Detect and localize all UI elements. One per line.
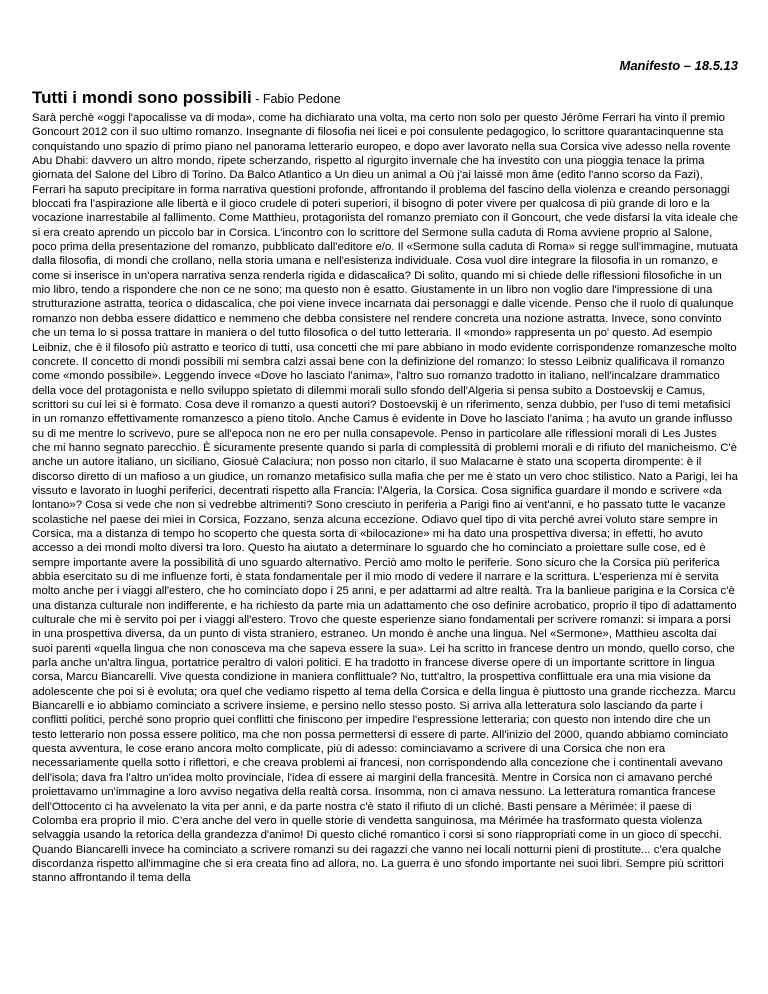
source-line: Manifesto – 18.5.13	[619, 58, 738, 73]
article-body: Sarà perchè «oggi l'apocalisse va di moda», come ha dichiarato una volta, ma certo non solo per questo Jérôme Ferrari ha vinto il premio Goncourt 2012 con il suo ultimo romanzo. Insegnante di filosofia nei licei e poi consulente pedagogico, lo scrittore quarantacinquenne sta conquistando uno spazio di primo piano nel panorama letterario europeo, e dopo aver lavorato nella sua Corsica vive adesso nella rovente Abu Dhabi: davvero un altro mondo, ripete scherzando, rispetto al rigurgito invernale che ha investito con una pioggia tenace la prima giornata del Salone del Libro di Torino. Da Balco Atlantico a Un dieu un animal a Où j'ai laissé mon âme (edito l'anno scorso da Fazi), Ferrari ha saputo precipitare in forma narrativa questioni profonde, affrontando il problema del fascino della violenza e creando personaggi bloccati fra l'aspirazione alle libertà e il gioco crudele di poteri superiori, il bisogno di poter vivere per qualcosa di più grande di loro e la vocazione inarrestabile al fallimento. Come Matthieu, protagonista del romanzo premiato con il Goncourt, che vede disfarsi la vita ideale che si era creato aprendo un piccolo bar in Corsica. L'incontro con lo scrittore del Sermone sulla caduta di Roma avviene proprio al Salone, poco prima della presentazione del romanzo, pubblicato dall'editore e/o. Il «Sermone sulla caduta di Roma» si regge sull'immagine, mutuata dalla filosofia, di mondi che crollano, nella storia umana e nell'esistenza individuale. Cosa vuol dire integrare la filosofia in un romanzo, e come si inserisce in un'opera narrativa senza renderla rigida e didascalica? Di solito, quando mi si chiede delle riflessioni filosofiche in un mio libro, tendo a rispondere che non ce ne sono; ma questo non è esatto. Giustamente in un libro non voglio dare l'impressione di una strutturazione astratta, teorica o didascalica, che poi viene invece incarnata dai personaggi e dalle vicende. Penso che il ruolo di qualunque romanzo non debba essere didattico e nemmeno che debba consistere nel rendere concreta una nozione astratta. Invece, sono convinto che un tema lo si possa trattare in maniera o del tutto filosofica o del tutto letteraria. Il «mondo» rappresenta un po' questo. Ad esempio Leibniz, che è il filosofo più astratto e teorico di tutti, usa concetti che mi pare abbiano in modo evidente corrispondenze romanzesche molto concrete. Il concetto di mondi possibili mi sembra calzi assai bene con la definizione del romanzo: lo stesso Leibniz qualificava il romanzo come «mondo possibile». Leggendo invece «Dove ho lasciato l'anima», l'altro suo romanzo tradotto in italiano, nell'incalzare drammatico della voce del protagonista e nello sviluppo spietato di dilemmi morali sullo sfondo dell'Algeria si pensa subito a Dostoevskij e Camus, scrittori su cui lei si è formato. Cosa deve il romanzo a questi autori? Dostoevskij è un riferimento, senza dubbio, per l'uso di temi metafisici in un romanzo effettivamente romanzesco a pieno titolo. Anche Camus è evidente in Dove ho lasciato l'anima ; ha avuto un grande influsso su di me mentre lo scrivevo, pure se all'epoca non ne ero per nulla consapevole. Penso in particolare alle riflessioni morali di Les Justes che mi hanno segnato parecchio. È sicuramente presente quando si parla di complessità di problemi morali e di rifiuto del manicheismo. C'è anche un autore italiano, un siciliano, Giosuè Calaciura; non posso non citarlo, il suo Malacarne è stato una scoperta dirompente: è il discorso diretto di un mafioso a un giudice, un romanzo metafisico sulla mafia che per me è stato un vero choc stilistico. Nato a Parigi, lei ha vissuto e lavorato in luoghi periferici, decentrati rispetto alla Francia: l'Algeria, la Corsica. Cosa significa guardare il mondo e scrivere «da lontano»? Cosa si vede che non si vedrebbe altrimenti? Sono cresciuto in periferia a Parigi fino ai vent'anni, e ho passato tutte le vacanze scolastiche nel paese dei miei in Corsica, Fozzano, senza alcuna eccezione. Odiavo quel tipo di vita perché avrei voluto stare sempre in Corsica, ma a distanza di tempo ho scoperto che questa sorta di «bilocazione» mi ha dato una prospettiva diversa; in effetti, ho avuto accesso a dei mondi molto diversi tra loro. Questo ha aiutato a determinare lo sguardo che ho cominciato a proiettare sulle cose, ed è sempre importante avere la possibilità di uno sguardo alternativo. Perciò amo molto le periferie. Sono sicuro che la Corsica più periferica abbia esercitato su di me influenze forti, è stata fondamentale per il mio modo di vedere il narrare e la scrittura. L'esperienza mi è servita molto anche per i viaggi all'estero, che ho cominciato dopo i 25 anni, e per adattarmi ad altre realtà. Tra la banlieue parigina e la Corsica c'è una distanza culturale non indifferente, e ha richiesto da parte mia un adattamento che oso definire acrobatico, proprio il tipo di adattamento culturale che mi è servito poi per i viaggi all'estero. Trovo che queste esperienze siano fondamentali per scrivere romanzi: si impara a porsi in una prospettiva diversa, da un punto di vista straniero, estraneo. Un mondo è anche una lingua. Nel «Sermone», Matthieu ascolta dai suoi parenti «quella lingua che non conosceva ma che sapeva essere la sua». Lei ha scritto in francese dentro un mondo, quello corso, che parla anche un'altra lingua, portatrice peraltro di valori politici. E ha tradotto in francese diverse opere di un importante scrittore in lingua corsa, Marcu Biancarelli. Vive questa condizione in maniera conflittuale? No, tutt'altro, la prospettiva conflittuale era una mia visione da adolescente che poi si è evoluta; ora quel che vediamo rispetto al tema della Corsica e della lingua è piuttosto una grande ricchezza. Marcu Biancarelli e io abbiamo cominciato a scrivere insieme, e persino nello stesso posto. Si arriva alla letteratura solo lasciando da parte i conflitti politici, perché sono proprio quei conflitti che finiscono per impedire l'espressione letteraria; con questo non intendo dire che un testo letterario non possa essere politico, ma che non possa permettersi di essere di parte. All'inizio del 2000, quando abbiamo cominciato questa avventura, le cose erano ancora molto complicate, più di adesso: cominciavamo a scrivere di una Corsica che non era necessariamente quella sotto i riflettori, e che creava problemi ai francesi, non corrispondendo alla concezione che i continentali avevano dell'isola; dava fra l'altro un'idea molto provinciale, l'idea di essere ai margini della francesità. Mentre in Corsica non ci amavano perché proiettavamo un'immagine a loro avviso negativa della realtà corsa. Insomma, non ci amava nessuno. La letteratura romantica francese dell'Ottocento ci ha avvelenato la vita per anni, e da parte nostra c'è stato il rifiuto di un cliché. Basti pensare a Mérimée: il paese di Colomba era proprio il mio. C'era anche del vero in quelle storie di vendetta sanguinosa, ma Mérimée ha trasformato questa violenza selvaggia usando la retorica della grandezza d'animo! Di questo cliché romantico i corsi si sono riappropriati come in un gioco di specchi. Quando Biancarelli invece ha cominciato a scrivere romanzi su dei ragazzi che vanno nei locali notturni pieni di prostitute... c'era qualche discordanza rispetto all'immagine che si era creata fino ad allora, no. La guerra è uno sfondo importante nei suoi libri. Sempre più scrittori stanno affrontando il tema della	[32, 112, 738, 885]
article-headline	[32, 88, 738, 109]
article-title: Tutti i mondi sono possibili	[32, 88, 252, 107]
document-page	[32, 58, 738, 886]
article-author: - Fabio Pedone	[251, 92, 341, 106]
